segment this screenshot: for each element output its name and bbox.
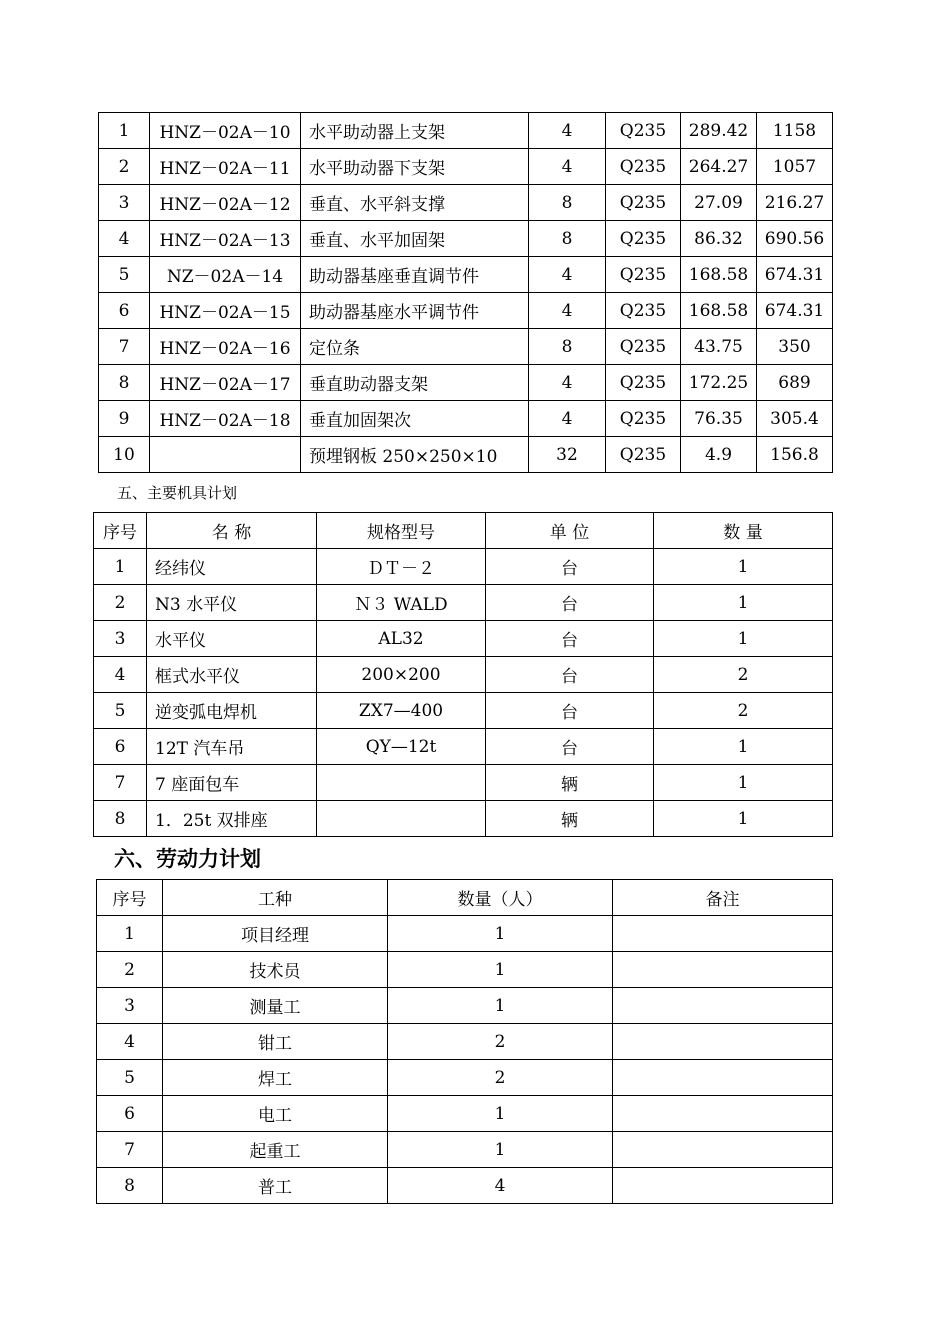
equipment-table: [93, 512, 833, 837]
table-cell: 经纬仪: [147, 549, 317, 585]
table-row: [97, 1060, 833, 1096]
table-cell: 助动器基座垂直调节件: [301, 257, 529, 293]
table-cell: 1: [654, 801, 833, 837]
table-cell: 垂直助动器支架: [301, 365, 529, 401]
parts-table: [98, 112, 833, 473]
table-cell: 1: [388, 1096, 613, 1132]
table-cell: Q235: [606, 113, 681, 149]
table-cell: 台: [486, 621, 654, 657]
table-cell: 4: [388, 1168, 613, 1204]
table-cell: 2: [388, 1060, 613, 1096]
table-cell: 1: [388, 988, 613, 1024]
table-cell: [613, 988, 833, 1024]
table-cell: [150, 437, 301, 473]
table-cell: 200×200: [317, 657, 486, 693]
table-cell: Q235: [606, 257, 681, 293]
table-cell: 1: [654, 549, 833, 585]
table-cell: 台: [486, 657, 654, 693]
table-row: [99, 437, 833, 473]
table-cell: [317, 801, 486, 837]
table-cell: 1: [388, 952, 613, 988]
table-cell: 4: [94, 657, 147, 693]
table-row: [94, 801, 833, 837]
table-cell: Q235: [606, 437, 681, 473]
table-cell: [613, 1168, 833, 1204]
section-heading-equipment: 五、主要机具计划: [117, 484, 238, 502]
table-cell: AL32: [317, 621, 486, 657]
table-cell: Q235: [606, 221, 681, 257]
table-cell: 674.31: [757, 293, 833, 329]
table-cell: 1: [654, 621, 833, 657]
table-cell: 1．25t 双排座: [147, 801, 317, 837]
table-header-row: [94, 513, 833, 549]
table-cell: 690.56: [757, 221, 833, 257]
table-cell: 台: [486, 729, 654, 765]
table-cell: 264.27: [681, 149, 757, 185]
table-cell: HNZ－02A－10: [150, 113, 301, 149]
table-header-row: [97, 880, 833, 916]
table-cell: 2: [97, 952, 163, 988]
table-cell: 4: [529, 149, 606, 185]
table-cell: 测量工: [163, 988, 388, 1024]
table-cell: 项目经理: [163, 916, 388, 952]
table-cell: Q235: [606, 149, 681, 185]
table-cell: 6: [97, 1096, 163, 1132]
table-cell: 4: [97, 1024, 163, 1060]
table-cell: 8: [99, 365, 150, 401]
table-cell: N3 水平仪: [147, 585, 317, 621]
table-cell: 辆: [486, 801, 654, 837]
table-row: [94, 693, 833, 729]
table-cell: Q235: [606, 365, 681, 401]
table-cell: 10: [99, 437, 150, 473]
table-cell: Q235: [606, 401, 681, 437]
table-row: [99, 221, 833, 257]
table-cell: 168.58: [681, 293, 757, 329]
table-cell: 3: [94, 621, 147, 657]
table-cell: 4: [99, 221, 150, 257]
table-cell: Q235: [606, 185, 681, 221]
table-row: [99, 293, 833, 329]
table-cell: 焊工: [163, 1060, 388, 1096]
table-cell: 9: [99, 401, 150, 437]
table-row: [97, 1132, 833, 1168]
table-cell: 普工: [163, 1168, 388, 1204]
table-cell: 框式水平仪: [147, 657, 317, 693]
header-cell: 序号: [97, 880, 163, 916]
table-cell: 2: [654, 693, 833, 729]
labor-table: [96, 879, 833, 1204]
table-row: [94, 657, 833, 693]
table-cell: 垂直、水平加固架: [301, 221, 529, 257]
table-cell: 168.58: [681, 257, 757, 293]
table-cell: 305.4: [757, 401, 833, 437]
table-cell: 350: [757, 329, 833, 365]
table-row: [94, 621, 833, 657]
header-cell: 序号: [94, 513, 147, 549]
header-cell: 备注: [613, 880, 833, 916]
table-cell: Q235: [606, 293, 681, 329]
header-cell: 数 量: [654, 513, 833, 549]
table-cell: 电工: [163, 1096, 388, 1132]
table-cell: HNZ－02A－11: [150, 149, 301, 185]
table-cell: QY—12t: [317, 729, 486, 765]
table-cell: 7 座面包车: [147, 765, 317, 801]
table-cell: HNZ－02A－12: [150, 185, 301, 221]
table-row: [99, 401, 833, 437]
table-cell: [613, 916, 833, 952]
table-cell: 7: [97, 1132, 163, 1168]
table-row: [97, 988, 833, 1024]
header-cell: 规格型号: [317, 513, 486, 549]
table-cell: [613, 1060, 833, 1096]
table-cell: 辆: [486, 765, 654, 801]
table-cell: 7: [94, 765, 147, 801]
table-cell: 4: [529, 365, 606, 401]
table-cell: 4: [529, 257, 606, 293]
table-cell: NZ－02A－14: [150, 257, 301, 293]
table-cell: 1158: [757, 113, 833, 149]
table-cell: [613, 1132, 833, 1168]
table-cell: 8: [529, 185, 606, 221]
table-cell: 1: [388, 1132, 613, 1168]
table-cell: 1: [388, 916, 613, 952]
table-cell: 水平仪: [147, 621, 317, 657]
table-cell: 1: [654, 765, 833, 801]
table-cell: 垂直加固架次: [301, 401, 529, 437]
table-cell: Ｎ３ WALD: [317, 585, 486, 621]
table-cell: [613, 1096, 833, 1132]
table-cell: 6: [99, 293, 150, 329]
table-cell: [613, 952, 833, 988]
table-cell: HNZ－02A－18: [150, 401, 301, 437]
table-cell: 1: [654, 729, 833, 765]
table-cell: 钳工: [163, 1024, 388, 1060]
table-cell: 7: [99, 329, 150, 365]
table-cell: 216.27: [757, 185, 833, 221]
table-cell: 助动器基座水平调节件: [301, 293, 529, 329]
table-row: [99, 329, 833, 365]
table-cell: 水平助动器上支架: [301, 113, 529, 149]
table-cell: 2: [94, 585, 147, 621]
table-cell: 定位条: [301, 329, 529, 365]
table-cell: 技术员: [163, 952, 388, 988]
table-cell: 1: [99, 113, 150, 149]
table-row: [97, 916, 833, 952]
table-cell: 1: [97, 916, 163, 952]
table-row: [94, 549, 833, 585]
table-cell: 3: [99, 185, 150, 221]
table-row: [94, 585, 833, 621]
table-cell: 逆变弧电焊机: [147, 693, 317, 729]
table-cell: 5: [99, 257, 150, 293]
table-cell: Q235: [606, 329, 681, 365]
table-row: [94, 765, 833, 801]
table-cell: 水平助动器下支架: [301, 149, 529, 185]
table-cell: ZX7—400: [317, 693, 486, 729]
table-cell: 1: [654, 585, 833, 621]
table-cell: 4: [529, 113, 606, 149]
table-cell: 2: [654, 657, 833, 693]
table-cell: 台: [486, 549, 654, 585]
table-cell: 43.75: [681, 329, 757, 365]
table-cell: 6: [94, 729, 147, 765]
table-cell: 674.31: [757, 257, 833, 293]
table-cell: 4: [529, 401, 606, 437]
table-cell: 2: [388, 1024, 613, 1060]
table-cell: 5: [94, 693, 147, 729]
table-cell: 8: [97, 1168, 163, 1204]
table-row: [99, 185, 833, 221]
table-cell: 32: [529, 437, 606, 473]
table-cell: 垂直、水平斜支撑: [301, 185, 529, 221]
table-cell: 689: [757, 365, 833, 401]
header-cell: 工种: [163, 880, 388, 916]
table-row: [99, 113, 833, 149]
table-cell: HNZ－02A－13: [150, 221, 301, 257]
table-cell: HNZ－02A－17: [150, 365, 301, 401]
table-cell: 86.32: [681, 221, 757, 257]
table-row: [99, 149, 833, 185]
table-cell: 8: [529, 329, 606, 365]
table-cell: 台: [486, 585, 654, 621]
table-cell: 76.35: [681, 401, 757, 437]
table-cell: 12T 汽车吊: [147, 729, 317, 765]
table-cell: ＤＴ－２: [317, 549, 486, 585]
table-cell: 台: [486, 693, 654, 729]
table-row: [97, 1168, 833, 1204]
table-cell: 2: [99, 149, 150, 185]
table-cell: 起重工: [163, 1132, 388, 1168]
table-cell: 4.9: [681, 437, 757, 473]
table-cell: 5: [97, 1060, 163, 1096]
table-cell: 27.09: [681, 185, 757, 221]
table-cell: [613, 1024, 833, 1060]
table-cell: 3: [97, 988, 163, 1024]
table-cell: 172.25: [681, 365, 757, 401]
table-row: [97, 952, 833, 988]
header-cell: 数量（人）: [388, 880, 613, 916]
table-cell: 289.42: [681, 113, 757, 149]
table-cell: 1: [94, 549, 147, 585]
table-row: [97, 1096, 833, 1132]
header-cell: 名 称: [147, 513, 317, 549]
header-cell: 单 位: [486, 513, 654, 549]
table-cell: HNZ－02A－15: [150, 293, 301, 329]
table-cell: [317, 765, 486, 801]
table-cell: 8: [94, 801, 147, 837]
table-cell: HNZ－02A－16: [150, 329, 301, 365]
table-cell: 4: [529, 293, 606, 329]
section-heading-labor: 六、劳动力计划: [114, 846, 261, 871]
table-cell: 预埋钢板 250×250×10: [301, 437, 529, 473]
table-row: [99, 365, 833, 401]
table-row: [97, 1024, 833, 1060]
table-row: [94, 729, 833, 765]
table-cell: 8: [529, 221, 606, 257]
table-cell: 1057: [757, 149, 833, 185]
table-row: [99, 257, 833, 293]
table-cell: 156.8: [757, 437, 833, 473]
